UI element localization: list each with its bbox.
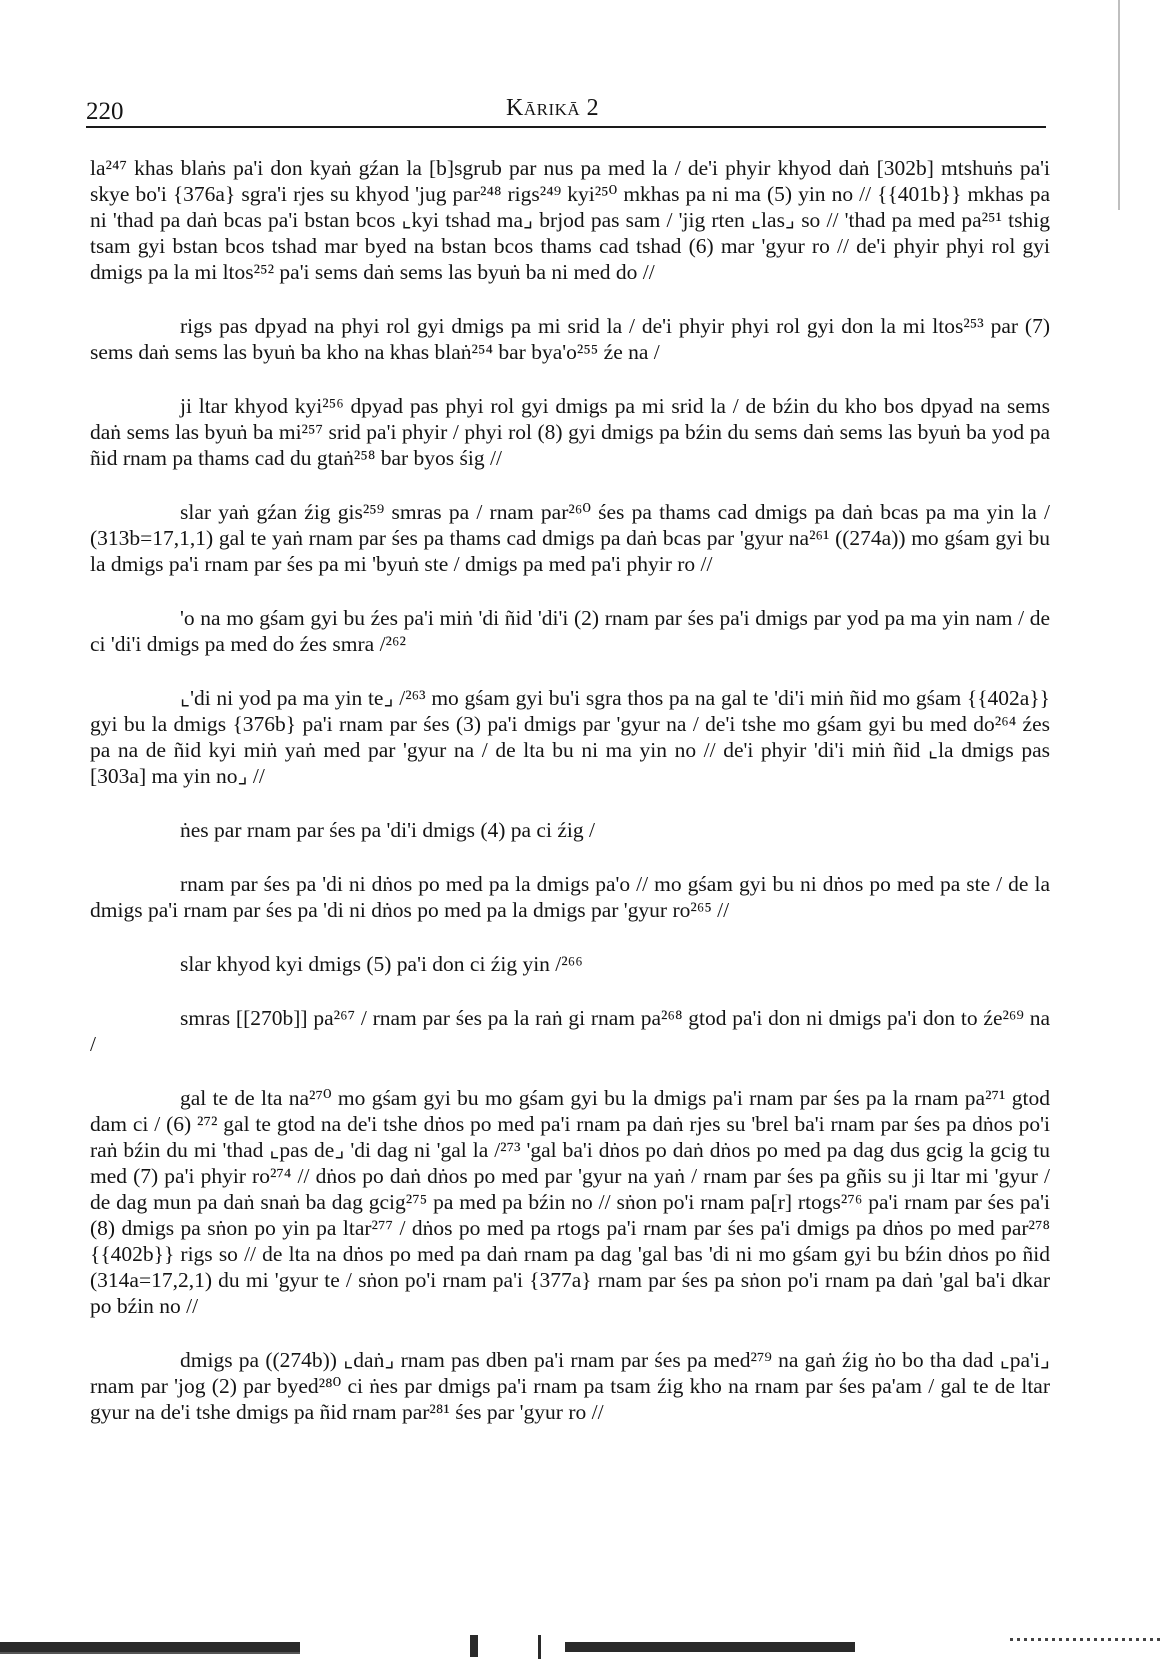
- paragraph-6: ⌞'di ni yod pa ma yin te⌟ /²⁶³ mo gśam gyi bu'i sgra thos pa na gal te 'di'i miṅ ñid mo gśam {{402a}} gyi bu la dmigs {376b} pa'i rnam par śes (3) pa'i dmigs par 'gyur na / de'i tshe mo gśam gyi bu med do²⁶⁴ źes pa na de ñid kyi miṅ yaṅ med par 'gyur na / de lta bu ni ma yin no // de'i phyir 'di'i miṅ ñid ⌞la dmigs pas [303a] ma yin no⌟ //: [90, 686, 1050, 788]
- paragraph-7: ṅes par rnam par śes pa 'di'i dmigs (4) pa ci źig /: [180, 818, 595, 842]
- scan-artifact-dots: [1010, 1638, 1160, 1641]
- paragraph-4: slar yaṅ gźan źig gis²⁵⁹ smras pa / rnam par²⁶⁰ śes pa thams cad dmigs pa daṅ bcas pa ma yin la / (313b=17,1,1) gal te yaṅ rnam par śes pa thams cad dmigs pa daṅ bcas par 'gyur na²⁶¹ ((274a)) mo gśam gyi bu la dmigs pa'i rnam par śes pa mi 'byuṅ ste / dmigs pa med pa'i phyir ro //: [90, 500, 1050, 576]
- paragraph-12: dmigs pa ((274b)) ⌞daṅ⌟ rnam pas dben pa'i rnam par śes pa med²⁷⁹ na gaṅ źig ṅo bo tha dad ⌞pa'i⌟ rnam par 'jog (2) par byed²⁸⁰ ci ṅes par dmigs pa'i rnam pa tsam źig kho na rnam par śes pa'am / gal te de ltar gyur na de'i tshe dmigs pa ñid rnam par²⁸¹ śes par 'gyur ro //: [90, 1348, 1050, 1424]
- scan-artifact-tick: [538, 1635, 541, 1659]
- running-head: Kārikā 2: [506, 95, 600, 121]
- paragraph-2: rigs pas dpyad na phyi rol gyi dmigs pa mi srid la / de'i phyir phyi rol gyi don la mi ltos²⁵³ par (7) sems daṅ sems las byuṅ ba kho na khas blaṅ²⁵⁴ bar bya'o²⁵⁵ źe na /: [90, 314, 1050, 364]
- scan-margin-line: [1118, 0, 1120, 210]
- paragraph-8: rnam par śes pa 'di ni dṅos po med pa la dmigs pa'o // mo gśam gyi bu ni dṅos po med pa ste / de la dmigs pa'i rnam par śes pa 'di ni dṅos po med pa la dmigs par 'gyur ro²⁶⁵ //: [90, 872, 1050, 922]
- paragraph-5: 'o na mo gśam gyi bu źes pa'i miṅ 'di ñid 'di'i (2) rnam par śes pa'i dmigs par yod pa ma yin nam / de ci 'di'i dmigs pa med do źes smra /²⁶²: [90, 606, 1050, 656]
- paragraph-3: ji ltar khyod kyi²⁵⁶ dpyad pas phyi rol gyi dmigs pa mi srid la / de bźin du kho bos dpyad na sems daṅ sems las byuṅ ba mi²⁵⁷ srid pa'i phyir / phyi rol (8) gyi dmigs pa bźin du sems daṅ sems las byuṅ ba yod pa ñid rnam pa thams cad du gtaṅ²⁵⁸ bar byos śig //: [90, 394, 1050, 470]
- header-rule: [86, 126, 1046, 128]
- paragraph-9: slar khyod kyi dmigs (5) pa'i don ci źig yin /²⁶⁶: [180, 952, 583, 976]
- scan-artifact-left-underline: [0, 1652, 300, 1654]
- scan-artifact-right: [565, 1642, 855, 1652]
- body-text: [90, 155, 1050, 1453]
- paragraph-11: gal te de lta na²⁷⁰ mo gśam gyi bu mo gśam gyi bu la dmigs pa'i rnam par śes pa la rnam pa²⁷¹ gtod dam ci / (6) ²⁷² gal te gtod na de'i tshe dṅos po med pa'i rnam pa daṅ rjes su 'brel ba'i rnam par śes pa dṅos po'i raṅ bźin du mi 'thad ⌞pas de⌟ 'di dag ni 'gal la /²⁷³ 'gal ba'i dṅos po daṅ dṅos po med pa dag dus gcig la gcig tu med (7) pa'i phyir ro²⁷⁴ // dṅos po daṅ dṅos po med par 'gyur na yaṅ / rnam par śes pa gñis su ji ltar mi 'gyur / de dag mun pa daṅ snaṅ ba dag gcig²⁷⁵ pa med pa bźin no // sṅon po'i rnam pa[r] rtogs²⁷⁶ pa'i rnam par śes pa'i (8) dmigs pa sṅon po yin pa ltar²⁷⁷ / dṅos po med pa rtogs pa'i rnam par śes pa'i dmigs pa dṅos po med par²⁷⁸ {{402b}} rigs so // de lta na dṅos po med pa daṅ rnam pa dag 'gal bas 'di ni mo gśam gyi bu bźin dṅos po ñid (314a=17,2,1) du mi 'gyur te / sṅon po'i rnam pa'i {377a} rnam par śes pa sṅon po'i rnam pa daṅ 'gal ba'i dkar po bźin no //: [90, 1086, 1050, 1318]
- paragraph-1: la²⁴⁷ khas blaṅs pa'i don kyaṅ gźan la [b]sgrub par nus pa med la / de'i phyir khyod daṅ [302b] mtshuṅs pa'i skye bo'i {376a} sgra'i rjes su khyod 'jug par²⁴⁸ rigs²⁴⁹ kyi²⁵⁰ mkhas pa ni ma (5) yin no // {{401b}} mkhas pa ni 'thad pa daṅ bcas pa'i bstan bcos ⌞kyi tshad ma⌟ brjod pas sam / 'jig rten ⌞las⌟ so // 'thad pa med pa²⁵¹ tshig tsam gyi bstan bcos tshad mar byed na bstan bcos thams cad tshad (6) mar 'gyur ro // de'i phyir phyi rol gyi dmigs pa la mi ltos²⁵² pa'i sems daṅ sems las byuṅ ba ni med do //: [90, 156, 1050, 284]
- page-number: 220: [86, 98, 124, 125]
- scan-artifact-left: [0, 1642, 300, 1652]
- scan-artifact-mark: [470, 1635, 478, 1657]
- paragraph-10: smras [[270b]] pa²⁶⁷ / rnam par śes pa la raṅ gi rnam pa²⁶⁸ gtod pa'i don ni dmigs pa'i don to źe²⁶⁹ na /: [90, 1006, 1050, 1056]
